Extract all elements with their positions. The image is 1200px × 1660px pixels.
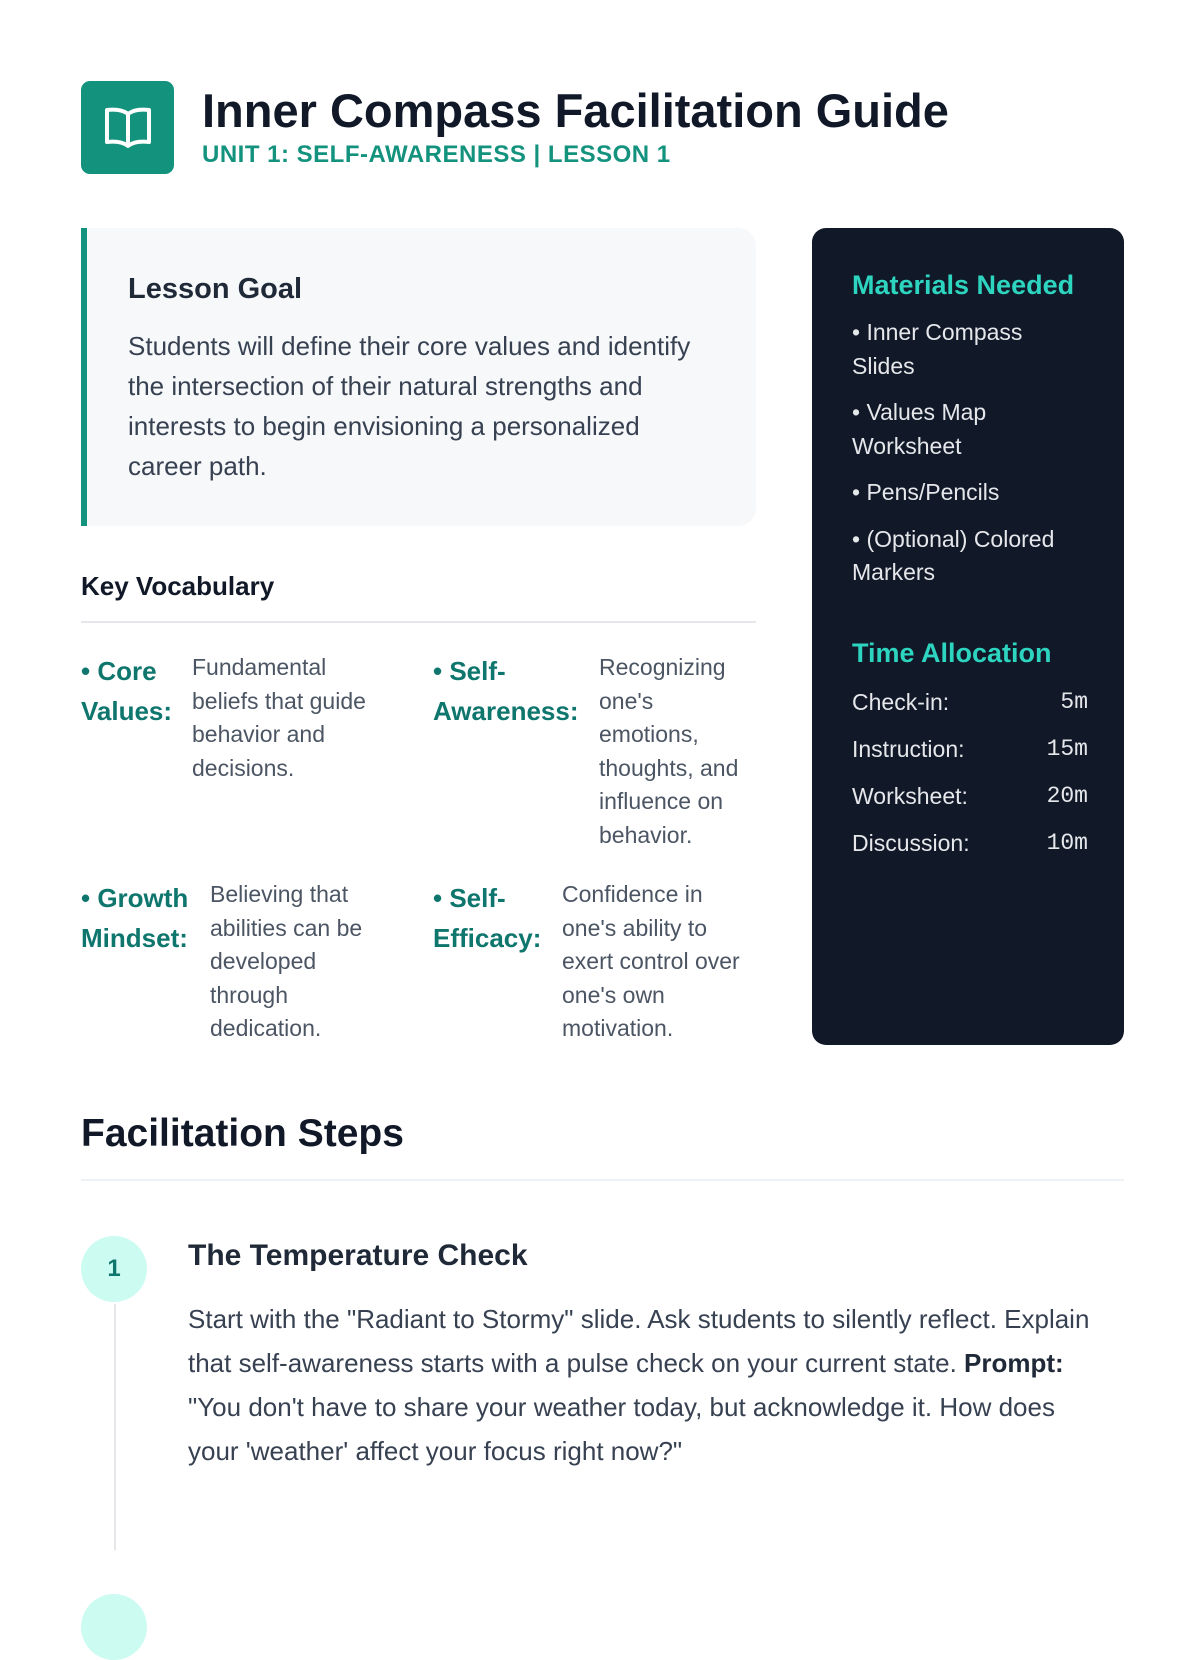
time-allocation-title: Time Allocation bbox=[852, 637, 1052, 668]
time-value: 15m bbox=[1046, 735, 1088, 762]
time-allocation-list bbox=[852, 689, 1088, 859]
vocab-item-self-awareness bbox=[433, 651, 759, 852]
vocab-item-growth-mindset bbox=[81, 878, 395, 1046]
vocabulary-divider bbox=[81, 621, 756, 623]
step-title: The Temperature Check bbox=[188, 1239, 528, 1272]
lesson-goal-card bbox=[81, 228, 756, 526]
material-item: • Pens/Pencils bbox=[852, 479, 1000, 505]
step-number-badge: 1 bbox=[81, 1236, 147, 1302]
page-title: Inner Compass Facilitation Guide bbox=[202, 84, 949, 137]
vocab-item-core-values bbox=[81, 651, 392, 785]
vocab-term: • Self-Efficacy: bbox=[433, 883, 542, 953]
page-header bbox=[81, 81, 949, 174]
step-description bbox=[188, 1297, 1108, 1473]
time-label: Worksheet: bbox=[852, 782, 968, 809]
prompt-text: "You don't have to share your weather today, but acknowledge it. How does your 'weather' affect your focus right now?" bbox=[188, 1392, 1055, 1466]
vocabulary-title: Key Vocabulary bbox=[81, 571, 275, 601]
vocab-term: • Self-Awareness: bbox=[433, 656, 579, 726]
lesson-goal-text: Students will define their core values and identify the intersection of their natural strengths and interests to begin envisioning a personalized career path. bbox=[128, 331, 691, 481]
material-item: • Values Map Worksheet bbox=[852, 399, 987, 459]
prompt-label: Prompt: bbox=[964, 1348, 1064, 1378]
time-value: 10m bbox=[1046, 829, 1088, 856]
logo bbox=[81, 81, 174, 174]
materials-time-panel bbox=[812, 228, 1124, 1045]
time-label: Check-in: bbox=[852, 688, 950, 715]
timeline-connector bbox=[114, 1304, 116, 1550]
lesson-goal-title: Lesson Goal bbox=[128, 273, 303, 305]
time-value: 5m bbox=[1060, 688, 1088, 715]
vocab-definition: Confidence in one's ability to exert control over one's own motivation. bbox=[562, 881, 740, 1041]
material-item: • Inner Compass Slides bbox=[852, 319, 1023, 379]
materials-title: Materials Needed bbox=[852, 270, 1075, 300]
material-item: • (Optional) Colored Markers bbox=[852, 525, 1055, 585]
time-row-discussion bbox=[852, 830, 1088, 859]
facilitation-steps-title: Facilitation Steps bbox=[81, 1112, 404, 1155]
open-book-icon bbox=[103, 106, 153, 150]
vocab-definition: Believing that abilities can be developed through dedication. bbox=[210, 881, 363, 1041]
steps-divider bbox=[81, 1179, 1124, 1181]
next-step-badge bbox=[81, 1594, 147, 1660]
vocab-definition: Recognizing one's emotions, thoughts, and influence on behavior. bbox=[599, 654, 739, 848]
page-subtitle: UNIT 1: SELF-AWARENESS | LESSON 1 bbox=[202, 141, 671, 168]
time-label: Discussion: bbox=[852, 829, 970, 856]
time-row-check-in bbox=[852, 689, 1088, 718]
time-row-instruction bbox=[852, 736, 1088, 765]
materials-list bbox=[852, 316, 1088, 590]
time-value: 20m bbox=[1046, 782, 1088, 809]
vocab-item-self-efficacy bbox=[433, 878, 762, 1046]
step-text: Start with the "Radiant to Stormy" slide. Ask students to silently reflect. Explain that self-awareness starts with a pulse check on your current state. bbox=[188, 1304, 1090, 1378]
vocab-definition: Fundamental beliefs that guide behavior and decisions. bbox=[192, 654, 366, 781]
time-row-worksheet bbox=[852, 783, 1088, 812]
time-label: Instruction: bbox=[852, 735, 965, 762]
vocab-term: • Growth Mindset: bbox=[81, 883, 189, 953]
vocab-term: • Core Values: bbox=[81, 656, 173, 726]
